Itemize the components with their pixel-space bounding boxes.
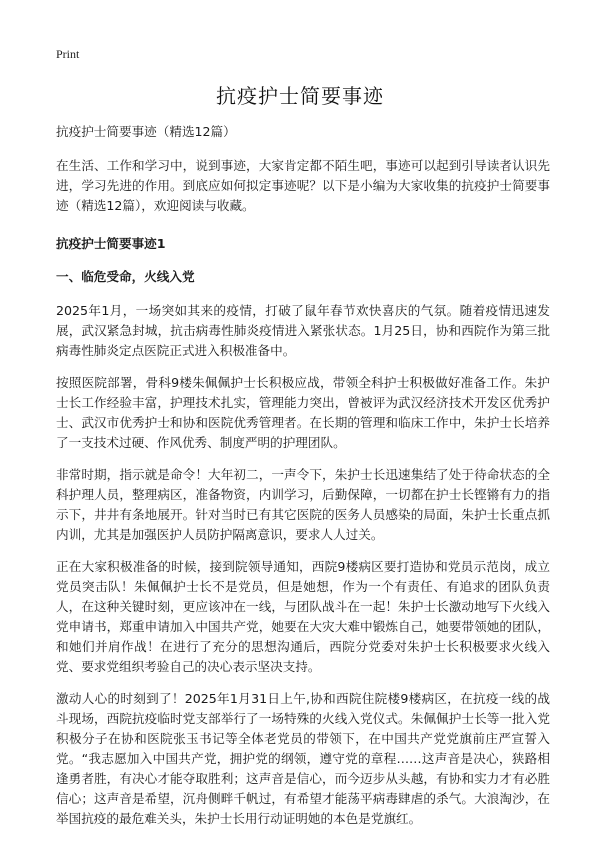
article-body <box>56 122 550 841</box>
body-paragraph: 激动人心的时刻到了！2025年1月31日上午,协和西院住院楼9楼病区，在抗疫一线的战斗现场，西院抗疫临时党支部举行了一场特殊的火线入党仪式。朱佩佩护士长等一批入党积极分子在协和医院张玉书记等全体老党员的带领下，在中国共产党党旗前庄严宣誓入党。“我志愿加入中国共产党，拥护党的纲领，遵守党的章程……这声音是决心，狭路相逢勇者胜，有决心才能夺取胜利；这声音是信心，而今迈步从头越，有协和实力才有必胜信心；这声音是希望，沉舟侧畔千帆过，有希望才能荡平病毒肆虐的杀气。大浪淘沙，在举国抗疫的最危难关头，朱护士长用行动证明她的本色是党旗红。 <box>56 691 550 826</box>
section-heading: 抗疫护士简要事迹1 <box>56 236 166 251</box>
subsection-heading: 一、临危受命，火线入党 <box>56 269 195 284</box>
intro-paragraph: 在生活、工作和学习中，说到事迹，大家肯定都不陌生吧，事迹可以起到引导读者认识先进，学习先进的作用。到底应如何拟定事迹呢？以下是小编为大家收集的抗疫护士简要事迹（精选12篇），欢迎阅读与收藏。 <box>56 158 550 213</box>
body-paragraph: 非常时期，指示就是命令！大年初二，一声令下，朱护士长迅速集结了处于待命状态的全科护理人员，整理病区，准备物资，内训学习，后勤保障，一切都在护士长铿锵有力的指示下，井井有条地展开。针对当时已有其它医院的医务人员感染的局面，朱护士长重点抓内训，尤其是加强医护人员防护隔离意识，要求人人过关。 <box>56 467 550 542</box>
body-paragraph: 正在大家积极准备的时候，接到院领导通知，西院9楼病区要打造协和党员示范岗，成立党员突击队！朱佩佩护士长不是党员，但是她想，作为一个有责任、有追求的团队负责人，在这种关键时刻，更应该冲在一线，与团队战斗在一起！朱护士长激动地写下火线入党申请书，郑重申请加入中国共产党，她要在大灾大难中锻炼自己，她要带领她的团队，和她们并肩作战！在进行了充分的思想沟通后，西院分党委对朱护士长积极要求火线入党、要求党组织考验自己的决心表示坚决支持。 <box>56 559 550 674</box>
body-paragraph: 2025年1月，一场突如其来的疫情，打破了鼠年春节欢快喜庆的气氛。随着疫情迅速发展，武汉紧急封城，抗击病毒性肺炎疫情进入紧张状态。1月25日，协和西院作为第三批病毒性肺炎定点医院正式进入积极准备中。 <box>56 303 550 358</box>
body-paragraph: 按照医院部署，骨科9楼朱佩佩护士长积极应战，带领全科护士积极做好准备工作。朱护士长工作经验丰富，护理技术扎实，管理能力突出，曾被评为武汉经济技术开发区优秀护士、武汉市优秀护士和协和医院优秀管理者。在长期的管理和临床工作中，朱护士长培养了一支技术过硬、作风优秀、制度严明的护理团队。 <box>56 375 550 450</box>
article-subtitle: 抗疫护士简要事迹（精选12篇） <box>56 124 236 139</box>
page-title: 抗疫护士简要事迹 <box>216 84 384 108</box>
print-link[interactable]: Print <box>56 47 80 61</box>
